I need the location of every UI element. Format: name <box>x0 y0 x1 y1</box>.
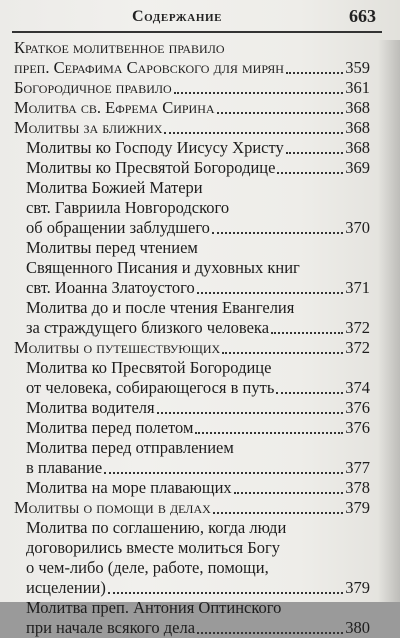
toc-entry-page: 379 <box>345 498 370 517</box>
toc-entry <box>0 78 400 98</box>
toc-entry-page: 374 <box>345 378 370 397</box>
toc-entry-title: Молитвы ко Господу Иисусу Христу <box>26 138 284 157</box>
toc-leader-dots <box>234 491 344 494</box>
toc-entry-title: Молитвы о путешествующих <box>14 338 221 357</box>
toc-entry <box>0 178 400 198</box>
header-title: Содержание <box>132 8 223 25</box>
toc-leader-dots <box>195 431 343 434</box>
toc-entry-title: Молитва по соглашению, когда люди <box>26 518 287 537</box>
toc-entry-title: исцелении) <box>26 578 106 597</box>
toc-entry-page: 380 <box>345 618 370 637</box>
toc-entry <box>0 198 400 218</box>
toc-entry-page: 368 <box>345 98 370 117</box>
toc-entry-page: 368 <box>345 118 370 137</box>
toc-entry <box>0 558 400 578</box>
toc-entry-title: Молитва на море плавающих <box>26 478 232 497</box>
toc-entry-title: Молитва Божией Матери <box>26 178 203 197</box>
toc-entry <box>0 298 400 318</box>
toc-leader-dots <box>104 471 343 474</box>
toc-leader-dots <box>286 71 343 74</box>
toc-entry-title: при начале всякого дела <box>26 618 196 637</box>
toc-entry-title: о чем-либо (деле, работе, помощи, <box>26 558 269 577</box>
toc-entry-title: Молитвы о помощи в делах <box>14 498 211 517</box>
toc-leader-dots <box>174 91 344 94</box>
toc-entry-page: 376 <box>345 398 370 417</box>
toc-entry <box>0 98 400 118</box>
toc-entry-title: Молитва св. Ефрема Сирина <box>14 98 215 117</box>
toc-entry-title: преп. Серафима Саровского для мирян <box>14 58 284 77</box>
toc-entry-page: 372 <box>345 318 370 337</box>
toc-entry-title: за страждущего близкого человека <box>26 318 270 337</box>
toc-entry-title: Молитва водителя <box>26 398 155 417</box>
toc-leader-dots <box>286 151 344 154</box>
toc-entry-title: об обращении заблудшего <box>26 218 210 237</box>
toc-entry <box>0 118 400 138</box>
toc-entry <box>0 438 400 458</box>
toc-entry-title: от человека, собирающегося в путь <box>26 378 275 397</box>
toc-entry-title: Молитвы за ближних <box>14 118 163 137</box>
header-rule <box>12 31 382 33</box>
toc-entry <box>0 278 400 298</box>
toc-leader-dots <box>197 631 343 634</box>
toc-entry <box>0 418 400 438</box>
toc-entry-title: свт. Гавриила Новгородского <box>26 198 230 217</box>
toc-leader-dots <box>164 131 343 134</box>
toc-entry <box>0 58 400 78</box>
toc-entry-title: договорились вместе молиться Богу <box>26 538 281 557</box>
toc-leader-dots <box>277 171 343 174</box>
toc-entry <box>0 598 400 618</box>
toc-entry <box>0 618 400 638</box>
toc-entry-title: Молитва преп. Антония Оптинского <box>26 598 282 617</box>
toc-entry <box>0 518 400 538</box>
toc-entry-page: 379 <box>345 578 370 597</box>
toc-entry-page: 376 <box>345 418 370 437</box>
toc-leader-dots <box>212 231 343 234</box>
toc-leader-dots <box>197 291 344 294</box>
toc-entry <box>0 458 400 478</box>
toc-entry <box>0 398 400 418</box>
toc-entry-title: свт. Иоанна Златоустого <box>26 278 195 297</box>
toc-entry <box>0 578 400 598</box>
toc-entry-page: 371 <box>345 278 370 297</box>
toc-entry-page: 370 <box>345 218 370 237</box>
toc-entry <box>0 338 400 358</box>
toc-entry-title: Молитва до и после чтения Евангелия <box>26 298 295 317</box>
header-page-number: 663 <box>349 6 376 26</box>
toc-entry-page: 368 <box>345 138 370 157</box>
toc-leader-dots <box>213 511 343 514</box>
toc-entry-title: в плавание <box>26 458 103 477</box>
toc-entry-page: 377 <box>345 458 370 477</box>
toc-entry <box>0 138 400 158</box>
toc-entry <box>0 258 400 278</box>
toc-entry-page: 361 <box>345 78 370 97</box>
toc-leader-dots <box>276 391 343 394</box>
toc-entry-title: Молитва перед полетом <box>26 418 194 437</box>
toc-entry <box>0 538 400 558</box>
toc-entry <box>0 238 400 258</box>
toc-entry-title: Молитвы ко Пресвятой Богородице <box>26 158 276 177</box>
toc-entry-page: 378 <box>345 478 370 497</box>
toc-leader-dots <box>271 331 343 334</box>
toc-entry-title: Молитва ко Пресвятой Богородице <box>26 358 272 377</box>
toc-leader-dots <box>217 111 344 114</box>
toc-entry-title: Краткое молитвенное правило <box>14 38 225 57</box>
toc-entry-title: Священного Писания и духовных книг <box>26 258 300 277</box>
running-header <box>12 4 380 30</box>
toc-leader-dots <box>108 591 343 594</box>
toc-leader-dots <box>222 351 343 354</box>
toc-entry <box>0 358 400 378</box>
toc-entry <box>0 218 400 238</box>
toc-entry <box>0 498 400 518</box>
toc-entry <box>0 478 400 498</box>
toc-entry-title: Молитвы перед чтением <box>26 238 198 257</box>
toc-entry <box>0 378 400 398</box>
toc-entry-page: 359 <box>345 58 370 77</box>
toc-entry <box>0 158 400 178</box>
toc-leader-dots <box>157 411 344 414</box>
toc-entry-title: Богородичное правило <box>14 78 172 97</box>
toc-entry-page: 372 <box>345 338 370 357</box>
toc-entry-page: 369 <box>345 158 370 177</box>
toc-entry-title: Молитва перед отправлением <box>26 438 234 457</box>
toc-entry <box>0 318 400 338</box>
toc-entry <box>0 38 400 58</box>
